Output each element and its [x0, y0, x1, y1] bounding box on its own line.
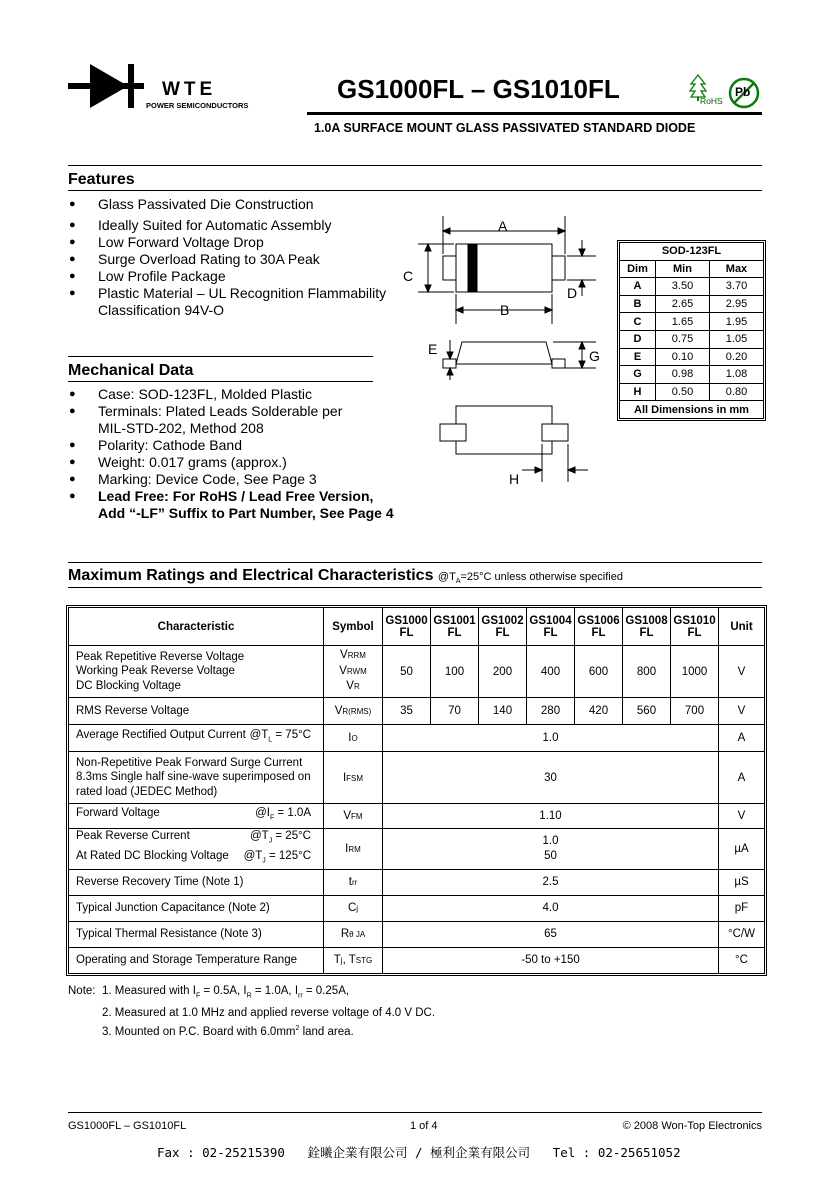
mech-rule-top — [68, 356, 373, 357]
table-row — [620, 383, 764, 401]
table-cell: E — [620, 348, 656, 366]
table-cell: 0.10 — [656, 348, 710, 366]
table-cell: Forward Voltage $@I_F = 1.0A$ — [69, 804, 324, 829]
dim-label-d: D — [567, 285, 578, 301]
footer-page-number: 1 of 4 — [410, 1120, 438, 1132]
ratings-title: Maximum Ratings and Electrical Characteristics — [68, 567, 434, 584]
table-cell: Average Rectified Output Current $@T_L = 75^\circ C$ — [69, 725, 324, 752]
table-cell: 0.75 — [656, 330, 710, 348]
mechanical-title: Mechanical Data — [68, 362, 194, 379]
table-cell: 4.0 — [383, 895, 719, 921]
list-item: ● Plastic Material – UL Recognition Flammability — [68, 285, 386, 302]
table-cell: 400 — [527, 646, 575, 698]
list-item: ● Case: SOD-123FL, Molded Plastic — [68, 386, 394, 403]
table-row — [69, 725, 765, 752]
table-cell: 0.80 — [709, 383, 763, 401]
table-cell: Non-Repetitive Peak Forward Surge Current 8.3ms Single half sine-wave superimposed on rated load (JEDEC Method) — [69, 752, 324, 804]
table-cell: Reverse Recovery Time (Note 1) — [69, 869, 324, 895]
table-cell: 700 — [671, 698, 719, 725]
table-cell: -50 to +150 — [383, 947, 719, 973]
features-rule-bottom — [68, 190, 762, 191]
dimension-table-frame — [617, 240, 766, 421]
table-row — [69, 895, 765, 921]
table-cell: Cj — [324, 895, 383, 921]
table-cell: IFSM — [324, 752, 383, 804]
table-header-row — [69, 608, 765, 646]
table-cell: 50 — [383, 646, 431, 698]
footer-rule — [68, 1112, 762, 1113]
table-cell: °C — [719, 947, 765, 973]
table-cell: 1.0 — [383, 725, 719, 752]
list-item: ● Weight: 0.017 grams (approx.) — [68, 454, 394, 471]
table-cell: IRM — [324, 829, 383, 870]
table-cell: Tj, TSTG — [324, 947, 383, 973]
table-cell: Typical Junction Capacitance (Note 2) — [69, 895, 324, 921]
table-row — [69, 752, 765, 804]
ratings-table — [68, 607, 765, 974]
table-cell: C — [620, 313, 656, 331]
table-cell: Typical Thermal Resistance (Note 3) — [69, 921, 324, 947]
list-item: ● Surge Overload Rating to 30A Peak — [68, 251, 386, 268]
table-cell: VR(RMS) — [324, 698, 383, 725]
table-header: GS1010 FL — [671, 608, 719, 646]
features-rule-top — [68, 165, 762, 166]
table-cell: G — [620, 366, 656, 384]
table-row — [620, 313, 764, 331]
table-header: GS1001 FL — [431, 608, 479, 646]
note-2: 2. Measured at 1.0 MHz and applied reverse voltage of 4.0 V DC. — [102, 1006, 436, 1019]
table-cell: 1.65 — [656, 313, 710, 331]
dim-label-c: C — [403, 268, 414, 284]
table-cell: 1.95 — [709, 313, 763, 331]
dim-label-h: H — [509, 471, 520, 487]
ratings-rule-top — [68, 562, 762, 563]
table-header: GS1006 FL — [575, 608, 623, 646]
list-item: ● Low Forward Voltage Drop — [68, 234, 386, 251]
table-row — [69, 921, 765, 947]
table-cell: 3.70 — [709, 278, 763, 296]
table-header: Dim — [620, 260, 656, 278]
table-header: Unit — [719, 608, 765, 646]
table-cell: 420 — [575, 698, 623, 725]
list-item: ● Glass Passivated Die Construction — [68, 196, 386, 213]
mechanical-list — [68, 386, 394, 522]
table-cell: 65 — [383, 921, 719, 947]
title-rule — [307, 112, 762, 115]
table-cell: µS — [719, 869, 765, 895]
footer-fax-line: Fax : 02-25215390 銓曦企業有限公司 / 極利企業有限公司 Tel : 02-25651052 — [157, 1145, 681, 1160]
logo-subtext: POWER SEMICONDUCTORS — [146, 101, 249, 110]
table-cell: 280 — [527, 698, 575, 725]
table-cell: Peak Repetitive Reverse Voltage Working Peak Reverse Voltage DC Blocking Voltage — [69, 646, 324, 698]
table-cell: 1.0 50 — [383, 829, 719, 870]
pb-label: Pb — [735, 85, 751, 99]
table-cell: V — [719, 698, 765, 725]
table-row — [69, 947, 765, 973]
logo-text: WTE — [162, 79, 217, 100]
table-cell: Peak Reverse Current $@T_J = 25^\circ C$ At Rated DC Blocking Voltage $@T_J = 125^\circ C$ — [69, 829, 324, 870]
table-cell: 560 — [623, 698, 671, 725]
ratings-condition: $@T_A=25^\circ C$ unless otherwise specified — [437, 571, 623, 586]
dim-label-b: B — [500, 302, 510, 318]
table-row — [620, 366, 764, 384]
table-cell: 800 — [623, 646, 671, 698]
ratings-heading — [68, 567, 623, 585]
table-row — [620, 278, 764, 296]
page-subtitle: 1.0A SURFACE MOUNT GLASS PASSIVATED STANDARD DIODE — [314, 121, 696, 135]
table-cell: 30 — [383, 752, 719, 804]
notes-list — [102, 983, 435, 1041]
table-cell: V — [719, 646, 765, 698]
features-title: Features — [68, 171, 135, 188]
ratings-table-frame — [66, 605, 767, 976]
table-row — [69, 829, 765, 870]
table-row — [69, 646, 765, 698]
table-header: GS1002 FL — [479, 608, 527, 646]
dim-label-e: E — [428, 341, 438, 357]
table-row — [620, 330, 764, 348]
table-row — [69, 698, 765, 725]
table-cell: 1.08 — [709, 366, 763, 384]
list-item: MIL-STD-202, Method 208 — [98, 420, 264, 436]
table-cell: pF — [719, 895, 765, 921]
table-cell: 70 — [431, 698, 479, 725]
dim-label-g: G — [589, 348, 600, 364]
table-header: GS1004 FL — [527, 608, 575, 646]
table-row — [69, 869, 765, 895]
table-cell: IO — [324, 725, 383, 752]
table-cell: 1.05 — [709, 330, 763, 348]
table-cell: VFM — [324, 804, 383, 829]
table-cell: Operating and Storage Temperature Range — [69, 947, 324, 973]
list-item: ● Terminals: Plated Leads Solderable per — [68, 403, 394, 420]
table-header: Characteristic — [69, 608, 324, 646]
table-cell: 2.5 — [383, 869, 719, 895]
footer-part-range: GS1000FL – GS1010FL — [68, 1120, 187, 1132]
list-item: ● Marking: Device Code, See Page 3 — [68, 471, 394, 488]
wte-logo-icon — [68, 64, 144, 110]
table-cell: 1000 — [671, 646, 719, 698]
table-cell: 35 — [383, 698, 431, 725]
table-cell: 0.50 — [656, 383, 710, 401]
table-row — [620, 348, 764, 366]
table-header: GS1008 FL — [623, 608, 671, 646]
table-header: Symbol — [324, 608, 383, 646]
table-cell: A — [620, 278, 656, 296]
table-cell: 2.95 — [709, 295, 763, 313]
dim-label-a: A — [498, 218, 508, 234]
table-cell: B — [620, 295, 656, 313]
notes-label: Note: — [68, 985, 96, 997]
table-cell: 200 — [479, 646, 527, 698]
table-cell: °C/W — [719, 921, 765, 947]
mech-rule-bottom — [68, 381, 373, 382]
note-1: 1. Measured with $I_F = 0.5A$, $I_R = 1.0A$, $I_{rr} = 0.25A$, — [102, 985, 350, 1000]
table-cell: 0.98 — [656, 366, 710, 384]
note-3: 3. Mounted on P.C. Board with $6.0mm^2$ land area. — [102, 1025, 354, 1039]
list-item: ● Low Profile Package — [68, 268, 386, 285]
ratings-rule-bottom — [68, 587, 762, 588]
dimension-table-title: SOD-123FL — [620, 243, 764, 261]
table-cell: VRRM VRWM VR — [324, 646, 383, 698]
table-cell: RMS Reverse Voltage — [69, 698, 324, 725]
table-cell: V — [719, 804, 765, 829]
table-cell: 3.50 — [656, 278, 710, 296]
table-cell: Rθ JA — [324, 921, 383, 947]
table-cell: A — [719, 752, 765, 804]
table-header: GS1000 FL — [383, 608, 431, 646]
footer-copyright: © 2008 Won-Top Electronics — [622, 1120, 762, 1132]
table-cell: D — [620, 330, 656, 348]
table-cell: 2.65 — [656, 295, 710, 313]
table-cell: H — [620, 383, 656, 401]
list-item: Classification 94V-O — [98, 302, 225, 318]
table-row — [620, 295, 764, 313]
table-row — [69, 804, 765, 829]
table-cell: 140 — [479, 698, 527, 725]
features-list — [68, 196, 386, 319]
table-cell: 100 — [431, 646, 479, 698]
rohs-label: RoHS — [700, 96, 723, 106]
list-item: ● Lead Free: For RoHS / Lead Free Version, — [68, 488, 394, 505]
page-title: GS1000FL – GS1010FL — [337, 74, 620, 104]
table-cell: 1.10 — [383, 804, 719, 829]
list-item: ● Ideally Suited for Automatic Assembly — [68, 217, 386, 234]
table-header: Min — [656, 260, 710, 278]
list-item: ● Polarity: Cathode Band — [68, 437, 394, 454]
table-cell: 0.20 — [709, 348, 763, 366]
table-header: Max — [709, 260, 763, 278]
table-cell: µA — [719, 829, 765, 870]
dimension-table — [619, 242, 764, 419]
list-item: Add “-LF” Suffix to Part Number, See Page 4 — [98, 505, 394, 521]
table-cell: trr — [324, 869, 383, 895]
table-cell: 600 — [575, 646, 623, 698]
table-cell: A — [719, 725, 765, 752]
dimension-table-footer: All Dimensions in mm — [620, 401, 764, 419]
